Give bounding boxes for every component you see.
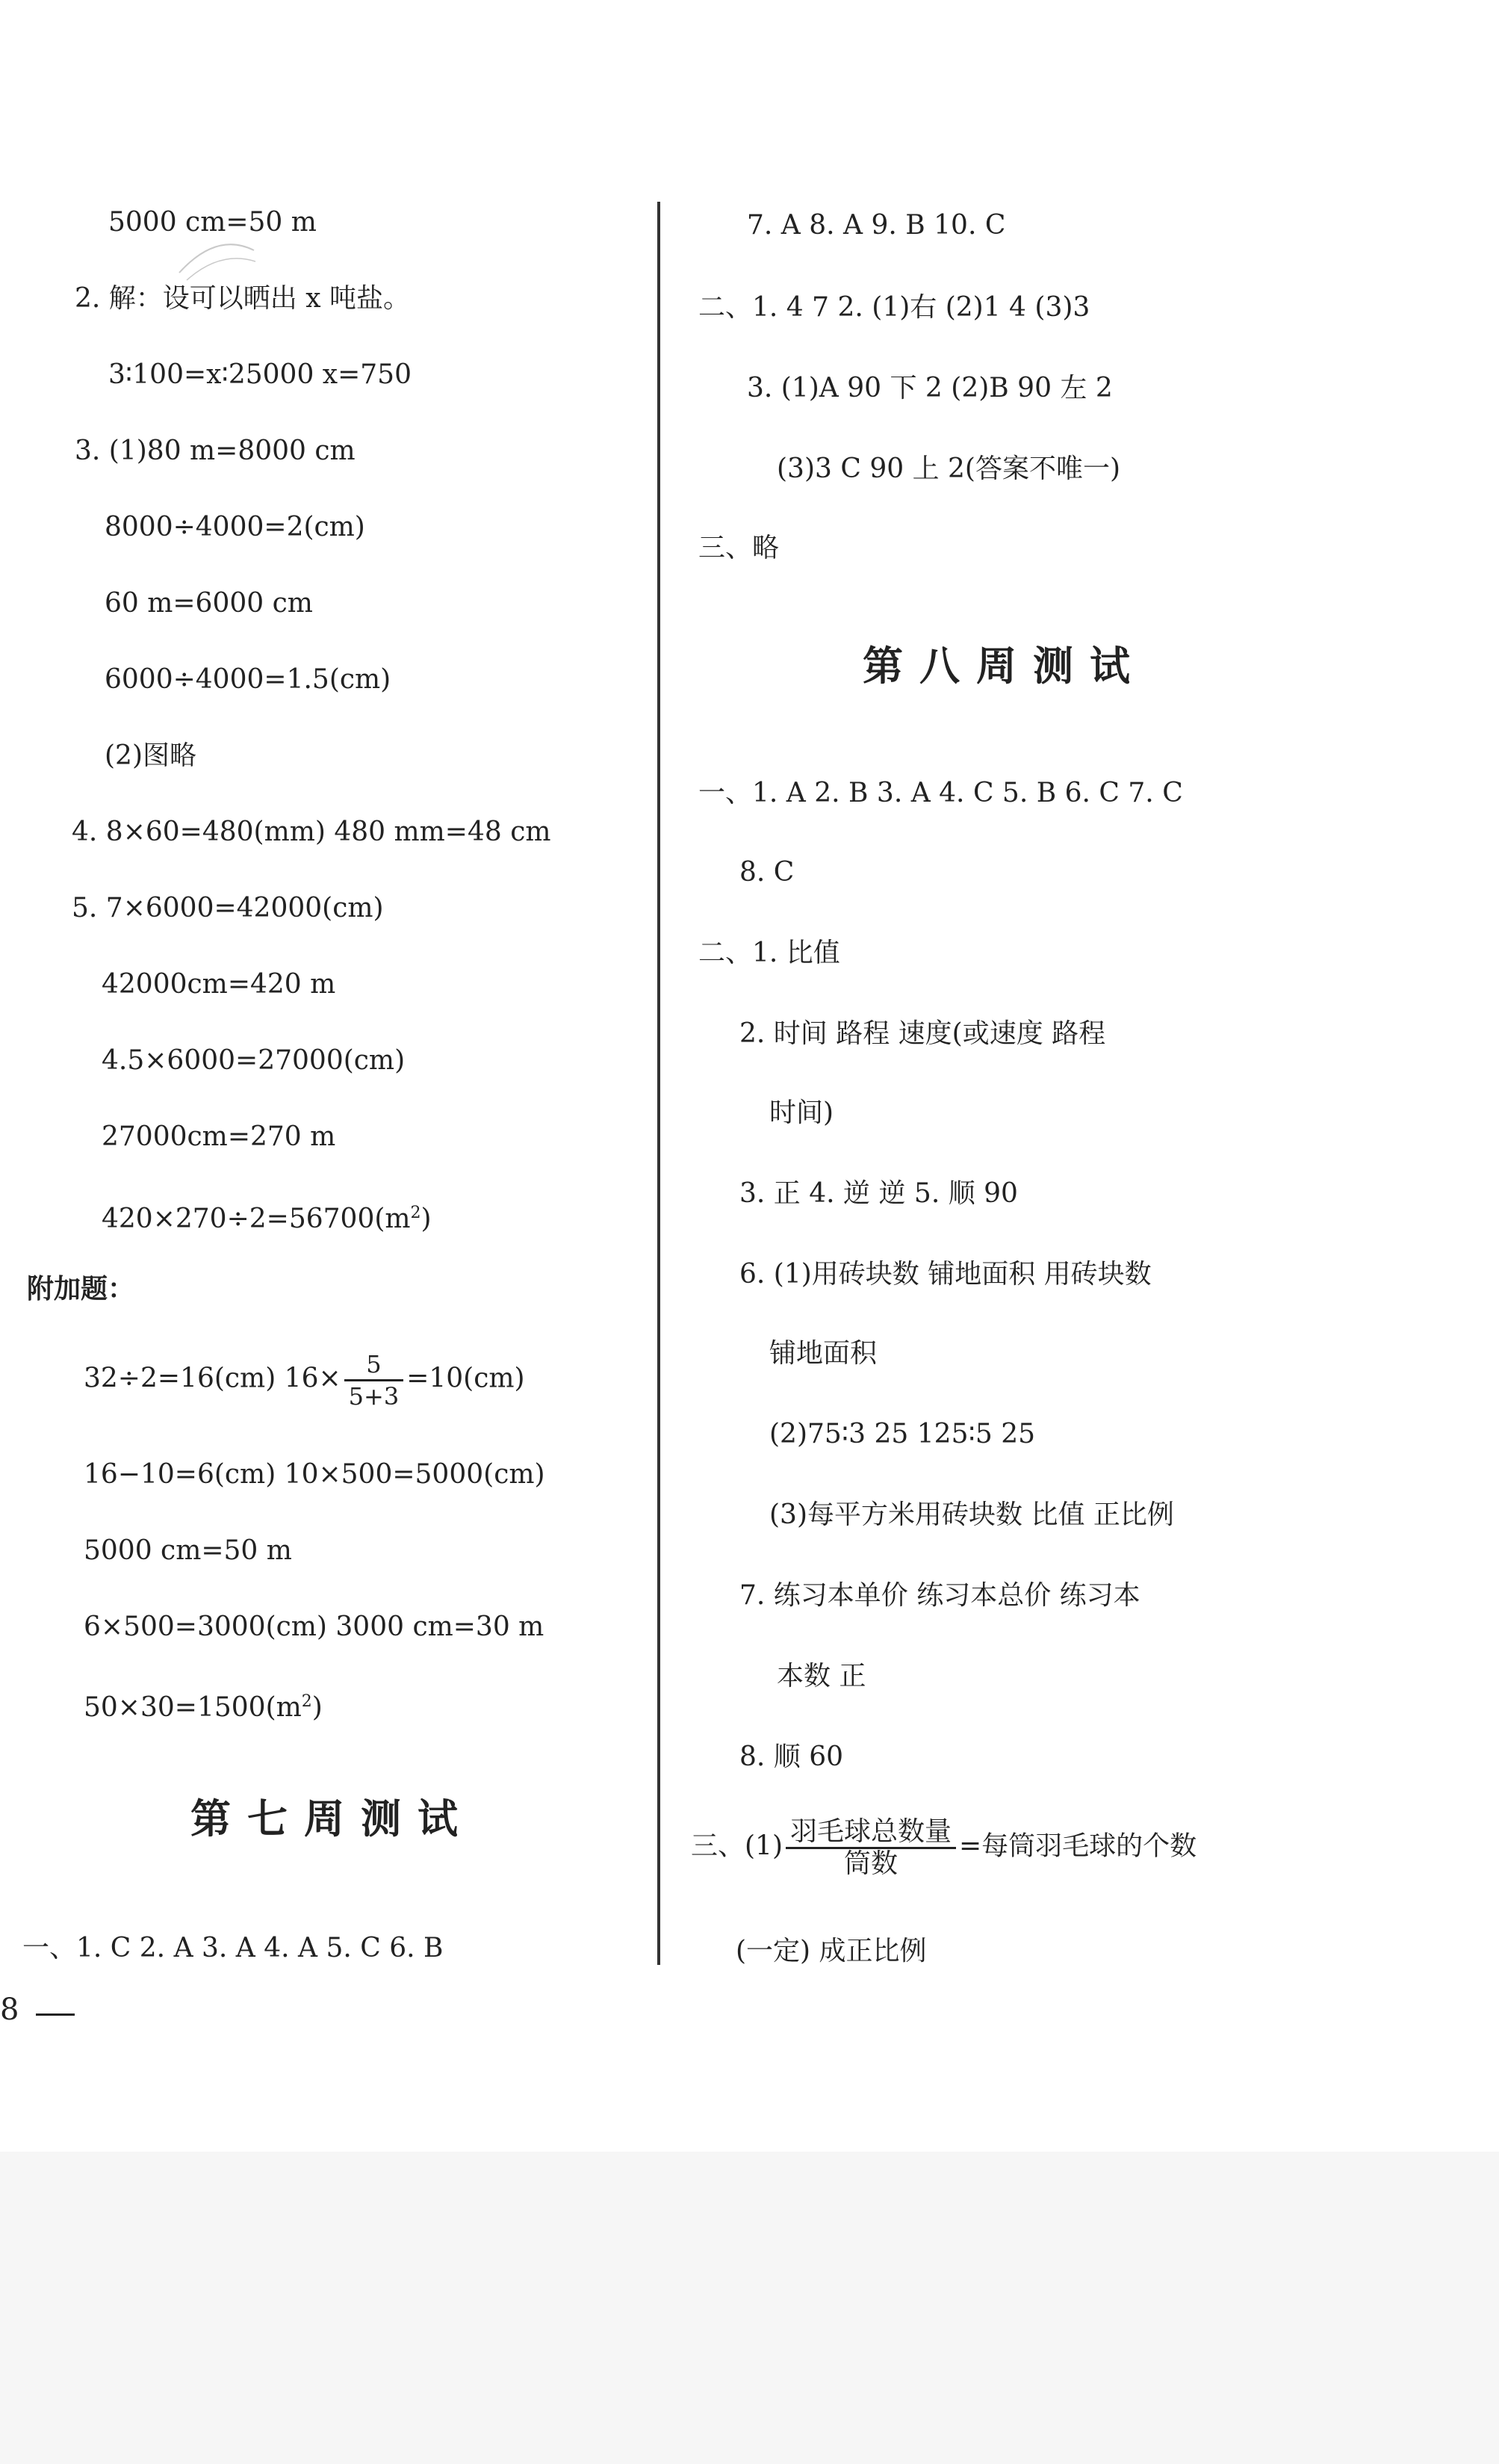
answer-line [84,1686,323,1724]
answer-line: 5. 7×6000=42000(cm) [72,893,384,923]
formula-text: ) [420,1204,432,1234]
answer-line: 5000 cm=50 m [108,207,317,238]
answer-line: 8. C [739,857,795,888]
answer-line: 7. 练习本单价 练习本总价 练习本 [739,1580,1140,1611]
answer-line: 6. (1)用砖块数 铺地面积 用砖块数 [739,1259,1152,1290]
answer-line: 3. (1)80 m=8000 cm [75,436,356,466]
answer-line: (2)75∶3 25 125∶5 25 [769,1419,1036,1449]
answer-line: 铺地面积 [769,1338,878,1369]
answer-line: 7. A 8. A 9. B 10. C [747,210,1006,241]
answer-line [102,1197,432,1236]
answer-line: 42000cm=420 m [102,969,336,1000]
answer-line: 二、1. 比值 [698,938,840,968]
section-title: 第七周测试 [190,1795,474,1842]
answer-line: 三、略 [698,533,780,563]
fraction [786,1817,956,1879]
answer-line: 16−10=6(cm) 10×500=5000(cm) [84,1459,545,1490]
answer-line: 8. 顺 60 [739,1742,844,1772]
column-divider [657,202,660,1965]
answer-line: 5000 cm=50 m [84,1535,292,1566]
answer-line: 一、1. A 2. B 3. A 4. C 5. B 6. C 7. C [698,778,1183,808]
formula-text: ) [311,1692,323,1723]
answer-line: 8000÷4000=2(cm) [105,512,365,542]
formula-text: 三、(1) [691,1830,783,1862]
fraction-numerator: 羽毛球总数量 [786,1817,956,1849]
answer-line: (一定) 成正比例 [736,1936,927,1966]
answer-line: 60 m=6000 cm [105,588,313,619]
fraction-denominator: 筒数 [844,1848,899,1879]
formula-text: 32÷2=16(cm) 16× [84,1363,341,1394]
formula-text: 420×270÷2=56700(m [102,1204,411,1234]
formula-text: =10(cm) [406,1363,525,1394]
superscript: 2 [301,1692,312,1711]
answer-line: 3. (1)A 90 下 2 (2)B 90 左 2 [747,373,1113,403]
answer-line: (3)3 C 90 上 2(答案不唯一) [777,454,1121,484]
fraction-numerator: 5 [344,1349,404,1381]
answer-line: 一、1. C 2. A 3. A 4. A 5. C 6. B [22,1933,444,1963]
answer-line: (2)图略 [105,740,196,771]
answer-line: 4. 8×60=480(mm) 480 mm=48 cm [72,817,551,847]
fraction-denominator: 5+3 [348,1382,400,1411]
answer-line: 4.5×6000=27000(cm) [102,1045,406,1076]
answer-line: 本数 正 [777,1661,866,1691]
answer-line [84,1349,525,1411]
answer-line: 6000÷4000=1.5(cm) [105,664,391,695]
answer-line: 3. 正 4. 逆 逆 5. 顺 90 [739,1178,1018,1209]
answer-line: 2. 解：设可以晒出 x 吨盐。 [75,283,410,314]
extra-question-heading: 附加题： [27,1274,135,1304]
page-number: 8 [0,1993,19,2027]
answer-line: 二、1. 4 7 2. (1)右 (2)1 4 (3)3 [698,292,1090,323]
answer-line: 3∶100=x∶25000 x=750 [108,359,412,390]
answer-line: 时间) [769,1098,834,1128]
scan-margin [0,2152,1499,2464]
fraction [344,1349,404,1411]
section-title: 第八周测试 [863,643,1146,690]
formula-text: 50×30=1500(m [84,1692,302,1723]
answer-line [691,1817,1197,1879]
superscript: 2 [410,1204,421,1222]
answer-line: 27000cm=270 m [102,1121,336,1152]
page-number-dash [36,2013,75,2016]
answer-line: 6×500=3000(cm) 3000 cm=30 m [84,1612,544,1642]
formula-text: =每筒羽毛球的个数 [959,1830,1197,1862]
answer-line: (3)每平方米用砖块数 比值 正比例 [769,1499,1174,1530]
answer-line: 2. 时间 路程 速度(或速度 路程 [739,1018,1106,1049]
